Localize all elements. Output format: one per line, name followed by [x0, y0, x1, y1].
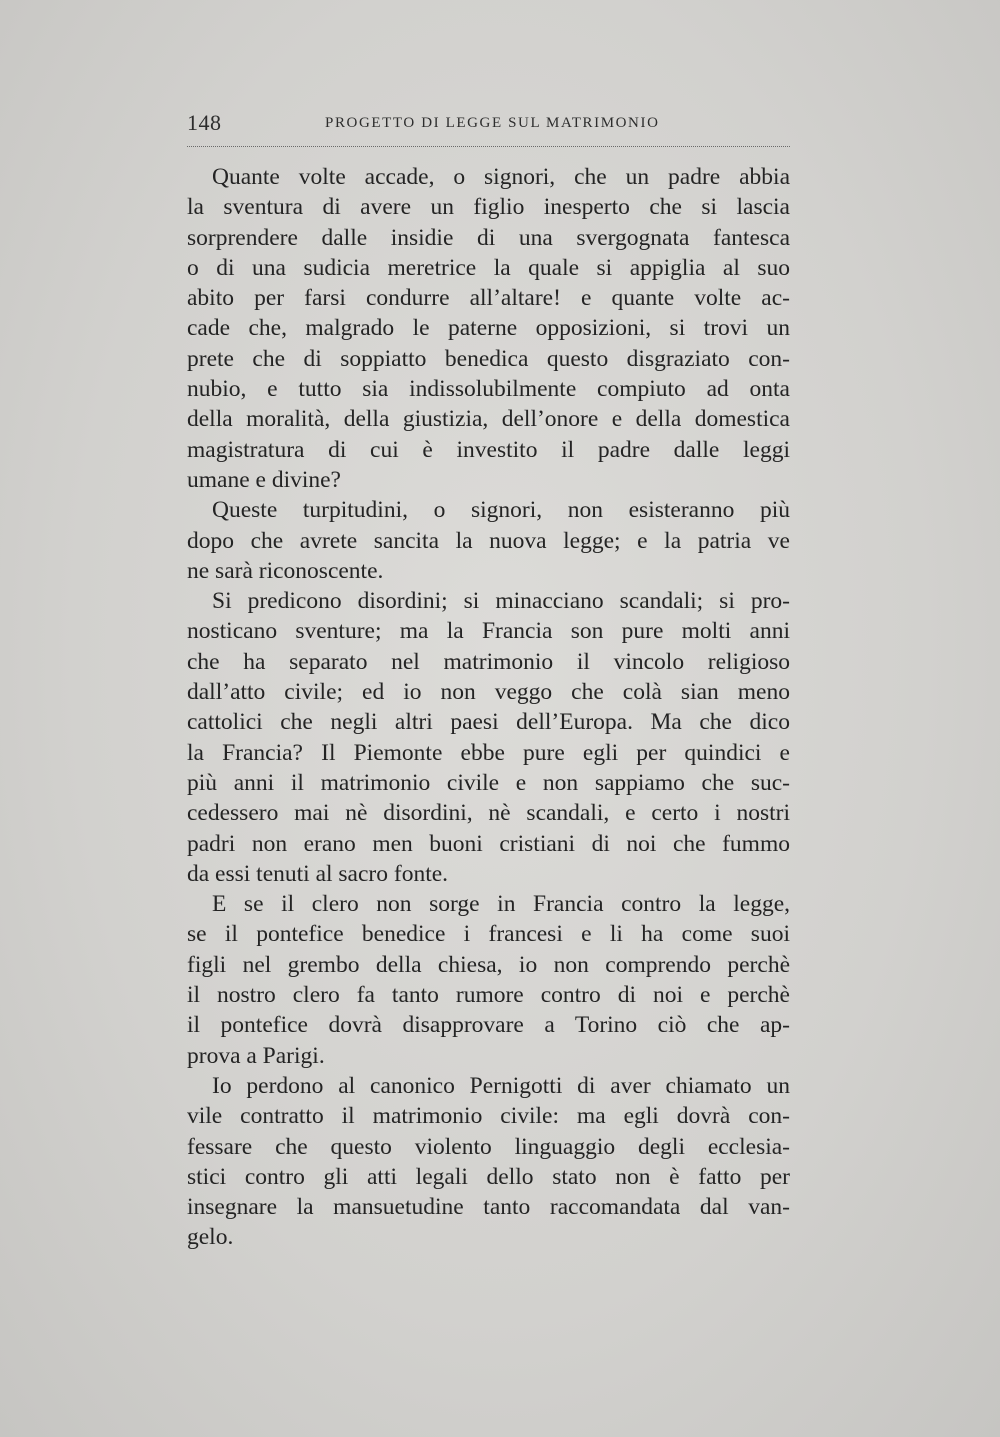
text-line: cade che, malgrado le paterne opposizioni, si trovi un [187, 315, 790, 342]
text-line: Queste turpitudini, o signori, non esisteranno più [212, 497, 790, 524]
running-title: PROGETTO DI LEGGE SUL MATRIMONIO [325, 115, 660, 131]
header-rule [187, 146, 790, 147]
text-line: insegnare la mansuetudine tanto raccomandata dal van- [187, 1194, 790, 1221]
text-line: padri non erano men buoni cristiani di noi che fummo [187, 830, 790, 857]
text-line: da essi tenuti al sacro fonte. [187, 860, 449, 887]
text-line: vile contratto il matrimonio civile: ma egli dovrà con- [187, 1103, 790, 1130]
text-line: il pontefice dovrà disapprovare a Torino ciò che ap- [187, 1012, 790, 1039]
text-line: prova a Parigi. [187, 1042, 325, 1069]
text-line: umane e divine? [187, 466, 341, 493]
text-line: Io perdono al canonico Pernigotti di aver chiamato un [212, 1072, 790, 1099]
text-line: gelo. [187, 1224, 234, 1251]
running-header [187, 110, 790, 146]
text-line: figli nel grembo della chiesa, io non comprendo perchè [187, 951, 790, 978]
paragraph [187, 495, 790, 586]
paragraph [187, 889, 790, 1071]
text-line: nosticano sventure; ma la Francia son pure molti anni [187, 618, 790, 645]
text-line: E se il clero non sorge in Francia contro la legge, [212, 891, 790, 918]
text-line: sorprendere dalle insidie di una svergognata fantesca [187, 224, 790, 251]
text-line: che ha separato nel matrimonio il vincolo religioso [187, 648, 790, 675]
text-line: abito per farsi condurre all’altare! e quante volte ac- [187, 285, 790, 312]
text-line: dall’atto civile; ed io non veggo che colà sian meno [187, 679, 790, 706]
text-line: Si predicono disordini; si minacciano scandali; si pro- [212, 588, 790, 615]
text-line: o di una sudicia meretrice la quale si appiglia al suo [187, 254, 790, 281]
text-line: della moralità, della giustizia, dell’onore e della domestica [187, 406, 790, 433]
text-line: cattolici che negli altri paesi dell’Europa. Ma che dico [187, 709, 790, 736]
paragraph [187, 1071, 790, 1253]
text-line: la Francia? Il Piemonte ebbe pure egli per quindici e [187, 739, 790, 766]
paragraph [187, 586, 790, 889]
text-line: dopo che avrete sancita la nuova legge; e la patria ve [187, 527, 790, 554]
text-line: il nostro clero fa tanto rumore contro di noi e perchè [187, 982, 790, 1009]
text-line: nubio, e tutto sia indissolubilmente compiuto ad onta [187, 376, 790, 403]
text-line: prete che di soppiatto benedica questo disgraziato con- [187, 345, 790, 372]
paragraph [187, 162, 790, 495]
body-text [187, 162, 790, 1253]
text-line: cedessero mai nè disordini, nè scandali, e certo i nostri [187, 800, 790, 827]
text-line: più anni il matrimonio civile e non sappiamo che suc- [187, 769, 790, 796]
text-line: fessare che questo violento linguaggio degli ecclesia- [187, 1133, 790, 1160]
text-line: se il pontefice benedice i francesi e li ha come suoi [187, 921, 790, 948]
text-line: ne sarà riconoscente. [187, 557, 384, 584]
page-number: 148 [187, 110, 222, 135]
text-line: la sventura di avere un figlio inesperto che si lascia [187, 194, 790, 221]
text-line: stici contro gli atti legali dello stato non è fatto per [187, 1163, 790, 1190]
text-line: magistratura di cui è investito il padre dalle leggi [187, 436, 790, 463]
text-line: Quante volte accade, o signori, che un padre abbia [212, 164, 790, 190]
